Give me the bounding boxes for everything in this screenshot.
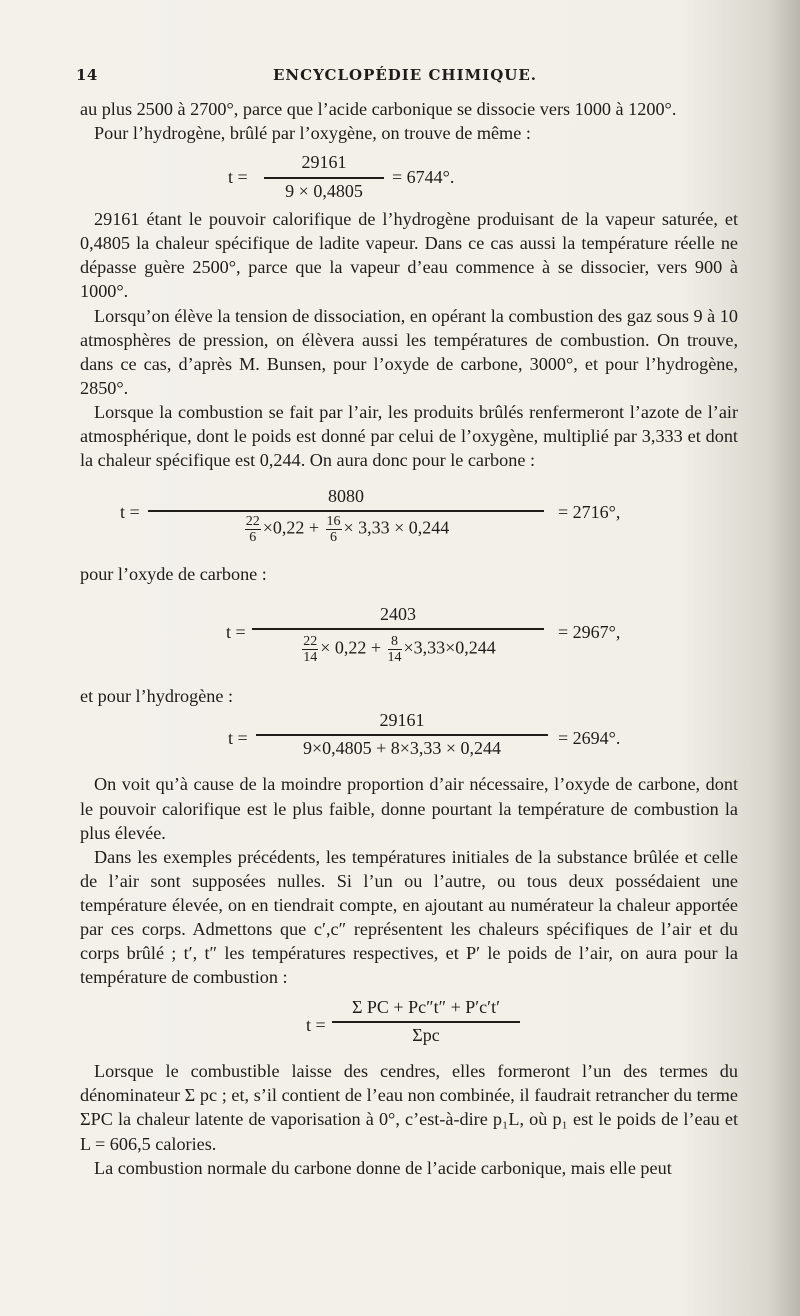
equation-label: pour l’oxyde de carbone : [80, 564, 267, 585]
paragraph: Dans les exemples précédents, les températures initiales de la substance brûlée et celle de l’air sont supposées nulles. Si l’un ou l’autre, ou tous deux possédaient une température élevée, on en tiendrait compte, en ajoutant au numérateur la chaleur apportée par ces corps. Admettons que c′,c″ représentent les chaleurs spécifiques de l’air et du corps brûlé ; t′, t″ les températures respectives, et P′ le poids de l’air, on aura pour la température de combustion : [80, 846, 738, 988]
paragraph: au plus 2500 à 2700°, parce que l’acide carbonique se dissocie vers 1000 à 1200°. [80, 99, 677, 119]
equation-lhs: t = [120, 502, 140, 523]
equation-result: = 6744°. [392, 167, 455, 188]
equation-general-combustion [80, 989, 738, 1059]
equation-hydrogen-oxygen [80, 145, 738, 207]
paragraph: Lorsqu’on élève la tension de dissociation, en opérant la combustion des gaz sous 9 à 10 atmosphères de pression, on élèvera aussi les températures de combustion. On trouve, dans ce cas, d’après M. Bunsen, pour l’oxyde de carbone, 3000°, et pour l’hydrogène, 2850°. [80, 305, 738, 398]
equation-lhs: t = [228, 728, 248, 749]
fraction-bar [264, 177, 384, 178]
fraction-bar [148, 510, 544, 511]
equation-result: = 2967°, [558, 622, 621, 643]
running-title: ENCYCLOPÉDIE CHIMIQUE. [272, 66, 538, 84]
equation-denominator: $\frac{22}{14}$ × 0,22 + $\frac{8}{14}$ ×3,33×0,244 [303, 634, 496, 666]
paragraph: Lorsque la combustion se fait par l’air, les produits brûlés renfermeront l’azote de l’air atmosphérique, dont le poids est donné par celui de l’oxygène, multiplié par 3,333 et dont la chaleur spécifique est 0,244. On aura donc pour le carbone : [80, 401, 738, 471]
equation-lhs: t = [228, 167, 248, 188]
equation-lhs: t = [226, 622, 246, 643]
equation-numerator: 29161 [379, 710, 425, 731]
sub-fraction: $\frac{8}{14}$ [387, 634, 402, 666]
paragraph: La combustion normale du carbone donne de l’acide carbonique, mais elle peut [94, 1157, 672, 1178]
equation-label: et pour l’hydrogène : [80, 686, 234, 707]
paragraph: Lorsque le combustible laisse des cendres, elles formeront l’un des termes du dénominateur Σ pc ; et, s’il contient de l’eau non combinée, il faudrait retrancher du terme ΣPC la chaleur latente de vaporisation à 0°, c’est-à-dire p₁L, où p₁ est le poids de l’eau et L = 606,5 calories. [80, 1061, 738, 1154]
sub-fraction: $\frac{22}{6}$ [245, 514, 260, 546]
equation-numerator: 29161 [301, 152, 347, 173]
equation-numerator: Σ PC + Pc″t″ + P′c′t′ [351, 997, 501, 1018]
fraction-bar [252, 628, 544, 629]
paragraph: On voit qu’à cause de la moindre proportion d’air nécessaire, l’oxyde de carbone, dont le pouvoir calorifique est le plus faible, donne pourtant la température de combustion la plus élevée. [80, 774, 738, 843]
equation-numerator: 2403 [380, 604, 416, 625]
sub-fraction: $\frac{22}{14}$ [303, 634, 318, 666]
paragraph: Pour l’hydrogène, brûlé par l’oxygène, on trouve de même : [94, 123, 531, 144]
equation-denominator: $\frac{22}{6}$ ×0,22 + $\frac{16}{6}$ × 3,33 × 0,244 [245, 514, 450, 546]
equation-carbon-monoxide-air [80, 586, 738, 684]
equation-result: = 2716°, [558, 502, 621, 523]
equation-denominator: Σpc [412, 1025, 440, 1046]
page-number: 14 [76, 66, 98, 84]
paragraph: 29161 étant le pouvoir calorifique de l’hydrogène produisant de la vapeur saturée, et 0,4805 la chaleur spécifique de ladite vapeur. Dans ce cas aussi la température réelle ne dépasse guère 2500°, parce que la vapeur d’eau commence à se dissocier, vers 900 à 1000°. [80, 209, 738, 302]
page-header [76, 66, 734, 92]
equation-denominator: 9 × 0,4805 [285, 181, 363, 202]
fraction-bar [256, 734, 548, 735]
equation-carbon-air [80, 472, 738, 562]
sub-fraction: $\frac{16}{6}$ [326, 514, 341, 546]
equation-result: = 2694°. [558, 728, 621, 749]
page-body [80, 97, 738, 1180]
equation-lhs: t = [306, 1015, 326, 1036]
equation-denominator: 9×0,4805 + 8×3,33 × 0,244 [302, 738, 502, 759]
fraction-bar [332, 1021, 520, 1022]
equation-hydrogen-air [80, 708, 738, 772]
equation-numerator: 8080 [328, 486, 364, 507]
